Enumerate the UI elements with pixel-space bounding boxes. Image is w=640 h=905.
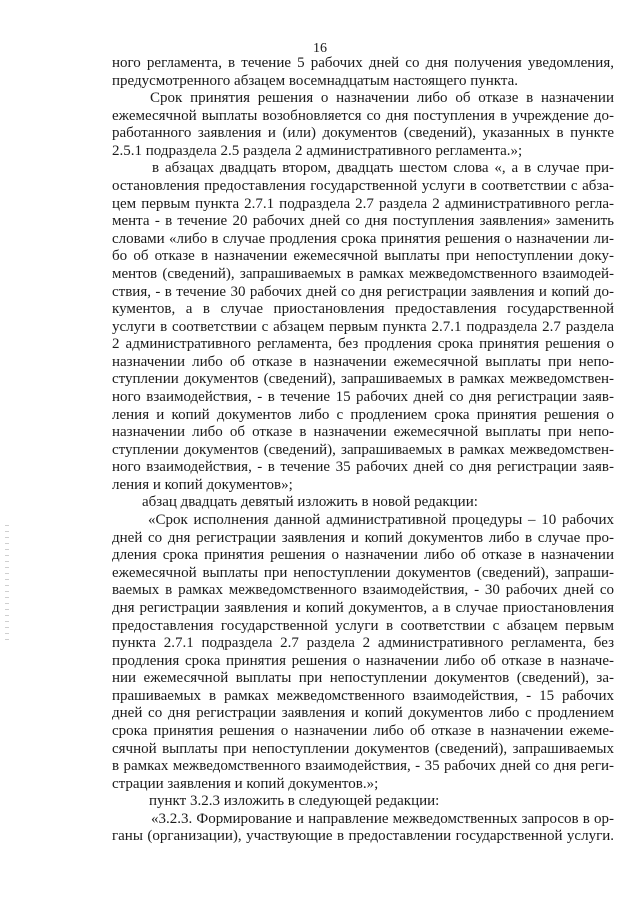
text-line: ного регламента, в течение 5 рабочих дней со дня получения уведомления, [112, 55, 614, 71]
text-line: бо об отказе в назначении ежемесячной выплаты при непоступлении доку- [112, 248, 614, 265]
text-line: предоставления государственной услуги в соответствии с абзацем первым [112, 617, 614, 634]
text-line: кументов, а в случае приостановления предоставления государственной [112, 301, 614, 318]
text-line: пункт 3.2.3 изложить в следующей редакции: [149, 793, 440, 810]
text-line: ваемых в рамках межведомственного взаимодействия, - 30 рабочих дней со [112, 582, 614, 599]
text-line: нии ежемесячной выплаты при непоступлении документов (сведений), за- [112, 670, 614, 687]
text-line: Срок принятия решения о назначении либо об отказе в назначении [150, 90, 614, 107]
text-line: ления и копий документов либо с продлением срока принятия решения о [112, 406, 614, 423]
text-line: ного взаимодействия, - в течение 35 рабочих дней со дня регистрации заяв- [112, 459, 614, 476]
text-line: предусмотренного абзацем восемнадцатым настоящего пункта. [112, 72, 519, 89]
margin-mark [5, 525, 9, 645]
text-line: пункта 2.7.1 подраздела 2.7 раздела 2 административного регламента, без [112, 635, 614, 652]
text-line: 2.5.1 подраздела 2.5 раздела 2 административного регламента.»; [112, 142, 523, 159]
text-line: продления срока принятия решения о назначении либо об отказе в назначе- [112, 652, 614, 669]
text-line: в абзацах двадцать втором, двадцать шестом слова «, а в случае при- [152, 160, 614, 177]
text-line: ления и копий документов»; [112, 476, 293, 493]
text-line: работанного заявления и (или) документов (сведений), указанных в пункте [112, 125, 614, 142]
text-line: в рамках межведомственного взаимодействия, - 35 рабочих дней со дня реги- [112, 758, 614, 775]
text-line: цем первым пункта 2.7.1 подраздела 2.7 раздела 2 административного регла- [112, 195, 614, 212]
text-line: ганы (организации), участвующие в предоставлении государственной услуги. [112, 828, 614, 845]
text-line: ежемесячной выплаты при непоступлении документов (сведений), запраши- [112, 564, 614, 581]
text-line: срока принятия решения о назначении либо об отказе в назначении ежеме- [112, 722, 614, 739]
text-line: страции заявления и копий документов.»; [112, 775, 379, 792]
text-line: дней со дня регистрации заявления и копий документов либо в случае про- [112, 529, 614, 546]
text-line: сячной выплаты при непоступлении документов (сведений), запрашиваемых [112, 740, 614, 757]
text-line: дней со дня регистрации заявления и копий документов либо с продлением [112, 705, 614, 722]
text-line: дня регистрации заявления и копий документов, а в случае приостановления [112, 599, 614, 616]
text-line: мента - в течение 20 рабочих дней со дня поступления заявления» заменить [112, 213, 614, 230]
text-line: назначении либо об отказе в назначении ежемесячной выплаты при непо- [112, 424, 614, 441]
text-line: ментов (сведений), запрашиваемых в рамках межведомственного взаимодей- [112, 265, 614, 282]
page-number: 16 [313, 41, 327, 56]
text-line: ступлении документов (сведений), запрашиваемых в рамках межведомствен- [112, 371, 614, 388]
text-line: остановления предоставления государственной услуги в соответствии с абза- [112, 178, 614, 195]
text-line: «Срок исполнения данной административной процедуры – 10 рабочих [148, 512, 614, 529]
document-body [112, 55, 614, 846]
text-line: услуги в соответствии с абзацем первым пункта 2.7.1 подраздела 2.7 раздела [112, 318, 614, 335]
text-line: ступлении документов (сведений), запрашиваемых в рамках межведомствен- [112, 441, 614, 458]
text-line: назначении либо об отказе в назначении ежемесячной выплаты при непо- [112, 353, 614, 370]
text-line: дления срока принятия решения о назначении либо об отказе в назначении [112, 547, 614, 564]
text-line: 2 административного регламента, без продления срока принятия решения о [112, 336, 614, 353]
text-line: ствия, - в течение 30 рабочих дней со дня регистрации заявления и копий до- [112, 283, 614, 300]
text-line: ежемесячной выплаты возобновляется со дня поступления в учреждение до- [112, 107, 614, 124]
text-line: словами «либо в случае продления срока принятия решения о назначении ли- [112, 230, 614, 247]
text-line: ного взаимодействия, - в течение 15 рабочих дней со дня регистрации заяв- [112, 388, 614, 405]
text-line: абзац двадцать девятый изложить в новой редакции: [142, 494, 478, 511]
text-line: «3.2.3. Формирование и направление межведомственных запросов в ор- [151, 810, 614, 827]
text-line: прашиваемых в рамках межведомственного взаимодействия, - 15 рабочих [112, 687, 614, 704]
